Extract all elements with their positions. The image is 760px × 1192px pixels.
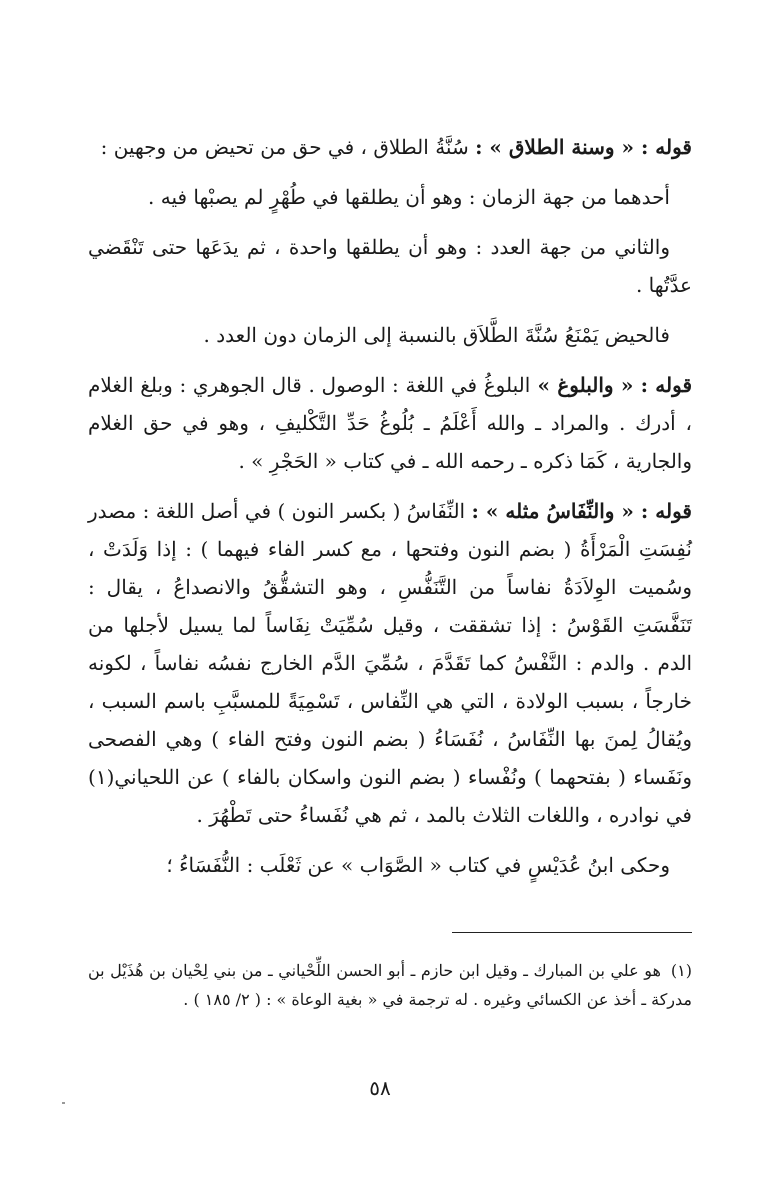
paragraph-body: سُنَّةُ الطلاق ، في حق من تحيض من وجهين : (100, 135, 476, 159)
paragraph-lead: قوله : « وسنة الطلاق » : (475, 135, 692, 159)
paragraph-first-aspect (88, 178, 692, 216)
scan-speck (62, 1102, 65, 1104)
footnote-divider (452, 932, 692, 933)
paragraph-body: النِّفَاسُ ( بكسر النون ) في أصل اللغة : مصدر نُفِسَتِ الْمَرْأَةُ ( بضم النون وفتحها ، مع كسر الفاء فيهما ) : إذا وَلَدَتْ ، وسُميت الوِلاَدَةُ نفاساً من التَّنَفُّسِ ، وهو التشقُّقُ والانصداعُ ، يقال : تَنَفَّسَتِ القَوْسُ : إذا تشققت ، وقيل سُمِّيَتْ نِفَاساً لما يسيل لأجلها من الدم . والدم : النَّفْسُ كما تَقَدَّمَ ، سُمِّيَ الدَّم الخارج نفسُه نفاساً ، لكونه خارجاً ، بسبب الولادة ، التي هي النِّفاس ، تَسْمِيَةً للمسبَّبِ باسم السبب ، ويُقالُ لِمنَ بها النِّفَاسُ ، نُفَسَاءُ ( بضم النون وفتح الفاء ) وهي الفصحى ونَفَساء ( بفتحهما ) ونُفْساء ( بضم النون واسكان بالفاء ) عن اللحياني(١) في نوادره ، واللغات الثلاث بالمد ، ثم هي نُفَساءُ حتى تَطْهُرَ . (88, 499, 692, 827)
main-text (88, 128, 692, 896)
paragraph-body: البلوغُ في اللغة : الوصول . قال الجوهري : وبلغ الغلام ، أدرك . والمراد ـ والله أَعْلَمُ ـ بُلُوغُ حَدِّ التَّكْليفِ ، وهو في حق الغلام والجارية ، كَمَا ذكره ـ رحمه الله ـ في كتاب « الحَجْرِ » . (88, 373, 692, 473)
paragraph-body: وحكى ابنُ عُدَيْسٍ في كتاب « الصَّوَاب » عن ثَعْلَب : النُّفَسَاءُ ؛ (166, 853, 670, 877)
paragraph-second-aspect (88, 228, 692, 304)
footnote-marker: (١) (670, 961, 692, 980)
paragraph-lead: قوله : « والبلوغ » (530, 373, 693, 397)
paragraph-hayd (88, 316, 692, 354)
footnotes (88, 956, 692, 1014)
paragraph-sunnat-talaq (88, 128, 692, 166)
paragraph-ibn-udays (88, 846, 692, 884)
paragraph-lead: قوله : « والنِّفَاسُ مثله » : (471, 499, 692, 523)
footnote-text: هو علي بن المبارك ـ وقيل ابن حازم ـ أبو الحسن اللِّحْياني ـ من بني لِحْيان بن هُذَيْل بن مدركة ـ أخذ عن الكسائي وغيره . له ترجمة في « بغية الوعاة » : ( ٢/ ١٨٥ ) . (88, 961, 692, 1009)
paragraph-nifas (88, 492, 692, 834)
paragraph-body: والثاني من جهة العدد : وهو أن يطلقها واحدة ، ثم يدَعَها حتى تَنْقَضي عدَّتُها . (88, 235, 692, 297)
paragraph-body: فالحيض يَمْنَعُ سُنَّةَ الطَّلاَق بالنسبة إلى الزمان دون العدد . (203, 323, 670, 347)
page-number: ٥٨ (369, 1076, 391, 1100)
paragraph-buloogh (88, 366, 692, 480)
paragraph-body: أحدهما من جهة الزمان : وهو أن يطلقها في طُهْرٍ لم يصبْها فيه . (148, 185, 670, 209)
